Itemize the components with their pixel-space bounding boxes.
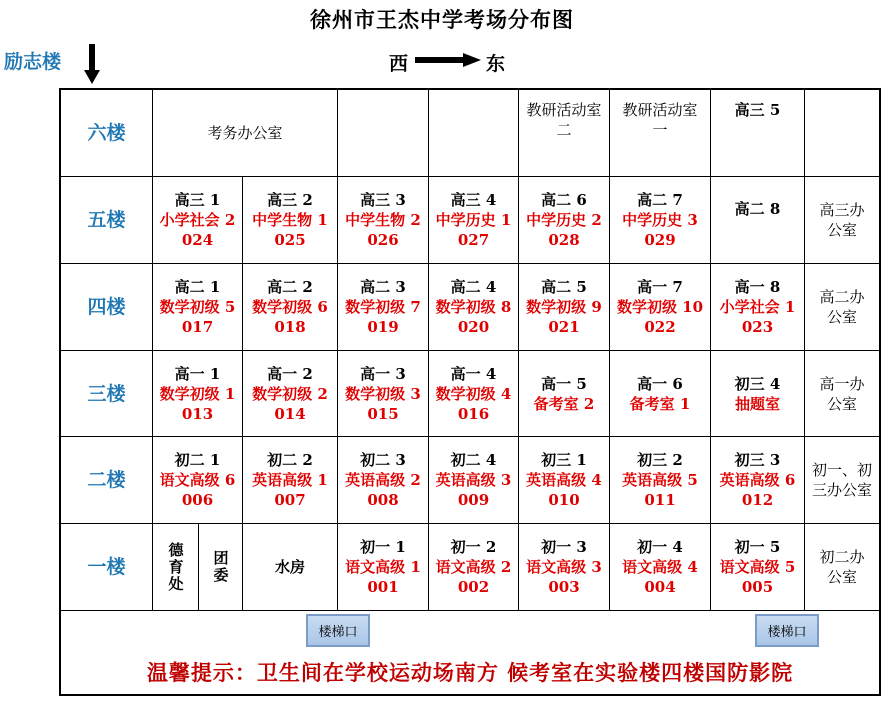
exam-room [429,351,519,437]
floor-label-text: 一楼 [87,556,126,578]
floor-label-text: 五楼 [87,209,126,231]
prep-room [519,351,610,437]
exam-room-number: 020 [457,318,490,336]
floor-label-6 [61,90,153,177]
stairway-label: 楼梯口 [767,625,807,640]
class-name: 初一 4 [637,538,683,556]
exam-subject: 数学初级 7 [345,298,421,316]
class-name: 高二 5 [541,278,587,296]
class-name: 高三 4 [450,191,497,209]
floor-label-1 [61,524,153,611]
direction-east-label: 东 [486,53,506,75]
exam-subject: 语文高级 3 [526,558,602,576]
class-name: 初二 3 [360,451,406,469]
room-research-1 [610,90,711,177]
exam-room [338,524,429,611]
exam-room [711,524,805,611]
exam-subject: 数学初级 8 [435,298,512,316]
office [805,177,879,264]
exam-room [243,177,338,264]
exam-room [519,264,610,351]
down-arrow-icon [84,44,100,84]
floor-label-4 [61,264,153,351]
room-name: 教研活动室二 [526,101,602,139]
class-name: 高一 7 [637,278,683,296]
class-name: 高三 2 [267,191,313,209]
class-name: 高三 3 [360,191,406,209]
exam-subject: 数学初级 4 [435,384,512,403]
exam-room-number: 002 [457,578,490,596]
exam-room [519,524,610,611]
classroom [711,177,805,264]
office [805,524,879,611]
room-name: 德育处 [166,541,185,593]
floor-label-2 [61,437,153,524]
class-name: 高一 2 [267,364,313,383]
exam-subject: 英语高级 2 [345,471,421,489]
exam-room-number: 028 [548,231,580,249]
draw-room [711,351,805,437]
exam-room [338,264,429,351]
exam-room [153,437,243,524]
exam-subject: 数学初级 6 [252,298,328,316]
exam-room [429,264,519,351]
floor-label-5 [61,177,153,264]
exam-subject: 英语高级 6 [719,471,796,489]
class-name: 初一 5 [734,538,781,556]
class-name: 初三 4 [734,374,781,393]
exam-room-number: 025 [274,231,306,249]
exam-room-number: 026 [367,231,399,249]
exam-subject: 英语高级 4 [526,471,602,489]
room-exam-office [153,90,338,177]
exam-room-number: 021 [548,318,580,336]
room-name: 高二办公室 [819,288,865,326]
floor-label-3 [61,351,153,437]
exam-room [519,177,610,264]
exam-room [338,177,429,264]
room-empty [429,90,519,177]
room-name: 考务办公室 [207,124,283,142]
page-title: 徐州市王杰中学考场分布图 [310,7,574,32]
floor-label-text: 六楼 [87,122,126,144]
class-name: 高三 1 [174,191,221,209]
exam-room [153,264,243,351]
class-name: 高二 6 [541,191,587,209]
exam-room-number: 016 [457,404,490,423]
exam-room-number: 019 [367,318,399,336]
class-name: 初一 3 [541,538,587,556]
exam-subject: 中学生物 1 [252,211,328,229]
class-name: 初三 2 [637,451,683,469]
class-name: 高一 4 [450,364,497,383]
exam-room-number: 005 [741,578,774,596]
class-name: 高二 8 [734,200,781,218]
exam-subject: 数学初级 3 [345,384,421,403]
exam-room [338,437,429,524]
exam-subject: 小学社会 2 [159,211,236,229]
exam-subject: 数学初级 9 [526,298,602,316]
exam-subject: 英语高级 5 [622,471,698,489]
floor-label-text: 二楼 [87,469,126,491]
building-label: 励志楼 [4,51,62,73]
room-name: 初二办公室 [819,548,865,586]
room-empty [805,90,879,177]
exam-room-number: 024 [181,231,214,249]
exam-room [243,264,338,351]
room-name: 高三办公室 [819,201,865,239]
exam-subject: 中学历史 3 [622,211,698,229]
room-youth-league [199,524,243,611]
room-name: 教研活动室一 [622,101,698,139]
exam-room-number: 006 [181,491,214,509]
exam-room [153,351,243,437]
right-arrow-icon [415,53,481,67]
exam-room [243,351,338,437]
exam-room-number: 001 [367,578,399,596]
exam-room [429,437,519,524]
class-name: 高二 7 [637,191,683,209]
prep-room [610,351,711,437]
room-gaosan-5 [711,90,805,177]
room-name: 水房 [274,558,305,576]
exam-room-number: 018 [274,318,306,336]
exam-room-number: 015 [367,404,399,423]
exam-room-number: 003 [548,578,580,596]
exam-room-number: 014 [274,404,306,423]
room-purpose: 备考室 1 [629,394,691,413]
class-name: 高二 3 [360,278,406,296]
room-research-2 [519,90,610,177]
class-name: 初一 2 [450,538,497,556]
exam-room-number: 012 [741,491,774,509]
exam-subject: 小学社会 1 [719,298,796,316]
exam-room-number: 009 [457,491,490,509]
room-moral-education [153,524,199,611]
stairway-right [755,614,819,647]
class-name: 高二 1 [174,278,221,296]
class-name: 初三 1 [541,451,587,469]
room-empty [338,90,429,177]
class-name: 高一 6 [637,374,683,393]
exam-room-number: 027 [457,231,490,249]
exam-subject: 数学初级 2 [252,384,328,403]
exam-subject: 语文高级 5 [719,558,796,576]
exam-room [711,437,805,524]
class-name: 高一 3 [360,364,406,383]
exam-subject: 英语高级 3 [435,471,512,489]
stairway-left [306,614,370,647]
exam-room [429,524,519,611]
exam-subject: 数学初级 10 [616,298,704,316]
exam-subject: 语文高级 1 [345,558,421,576]
room-name: 高一办公室 [819,374,865,413]
direction-west-label: 西 [389,53,409,75]
exam-room [519,437,610,524]
floor-label-text: 三楼 [87,382,126,405]
room-name: 高三 5 [734,101,781,119]
exam-room-number: 011 [644,491,676,509]
room-name: 初一、初三办公室 [811,461,872,499]
class-name: 初三 3 [734,451,781,469]
exam-room [610,524,711,611]
class-name: 初二 4 [450,451,497,469]
exam-room [711,264,805,351]
floor-plan-grid [59,88,881,696]
office [805,437,879,524]
reminder-text: 温馨提示：卫生间在学校运动场南方 候考室在实验楼四楼国防影院 [146,660,794,685]
stairway-label: 楼梯口 [318,625,358,640]
exam-subject: 英语高级 1 [252,471,328,489]
exam-room-number: 022 [644,318,676,336]
exam-subject: 数学初级 1 [159,384,236,403]
office [805,351,879,437]
exam-subject: 语文高级 6 [159,471,236,489]
room-name: 团委 [211,550,230,584]
floor-label-text: 四楼 [87,296,126,318]
exam-room-number: 013 [181,404,214,423]
exam-room [338,351,429,437]
footer-area [61,611,879,696]
room-purpose: 备考室 2 [533,394,595,413]
exam-room-number: 029 [644,231,676,249]
exam-room [153,177,243,264]
class-name: 高一 5 [541,374,587,393]
exam-room [429,177,519,264]
room-water [243,524,338,611]
exam-room [610,264,711,351]
exam-subject: 语文高级 4 [622,558,698,576]
exam-room [610,437,711,524]
office [805,264,879,351]
exam-subject: 语文高级 2 [435,558,512,576]
room-purpose: 抽题室 [734,394,780,413]
exam-subject: 中学历史 2 [526,211,602,229]
exam-room [610,177,711,264]
class-name: 高一 1 [174,364,221,383]
exam-subject: 数学初级 5 [159,298,236,316]
exam-subject: 中学生物 2 [345,211,421,229]
exam-room-number: 017 [181,318,214,336]
class-name: 初一 1 [360,538,406,556]
class-name: 高一 8 [734,278,781,296]
class-name: 初二 1 [174,451,221,469]
exam-room-number: 010 [548,491,580,509]
class-name: 高二 4 [450,278,497,296]
exam-subject: 中学历史 1 [435,211,512,229]
exam-room [243,437,338,524]
exam-room-number: 008 [367,491,399,509]
class-name: 初二 2 [267,451,313,469]
exam-room-number: 004 [644,578,676,596]
exam-room-number: 007 [274,491,306,509]
class-name: 高二 2 [267,278,313,296]
exam-room-number: 023 [741,318,774,336]
